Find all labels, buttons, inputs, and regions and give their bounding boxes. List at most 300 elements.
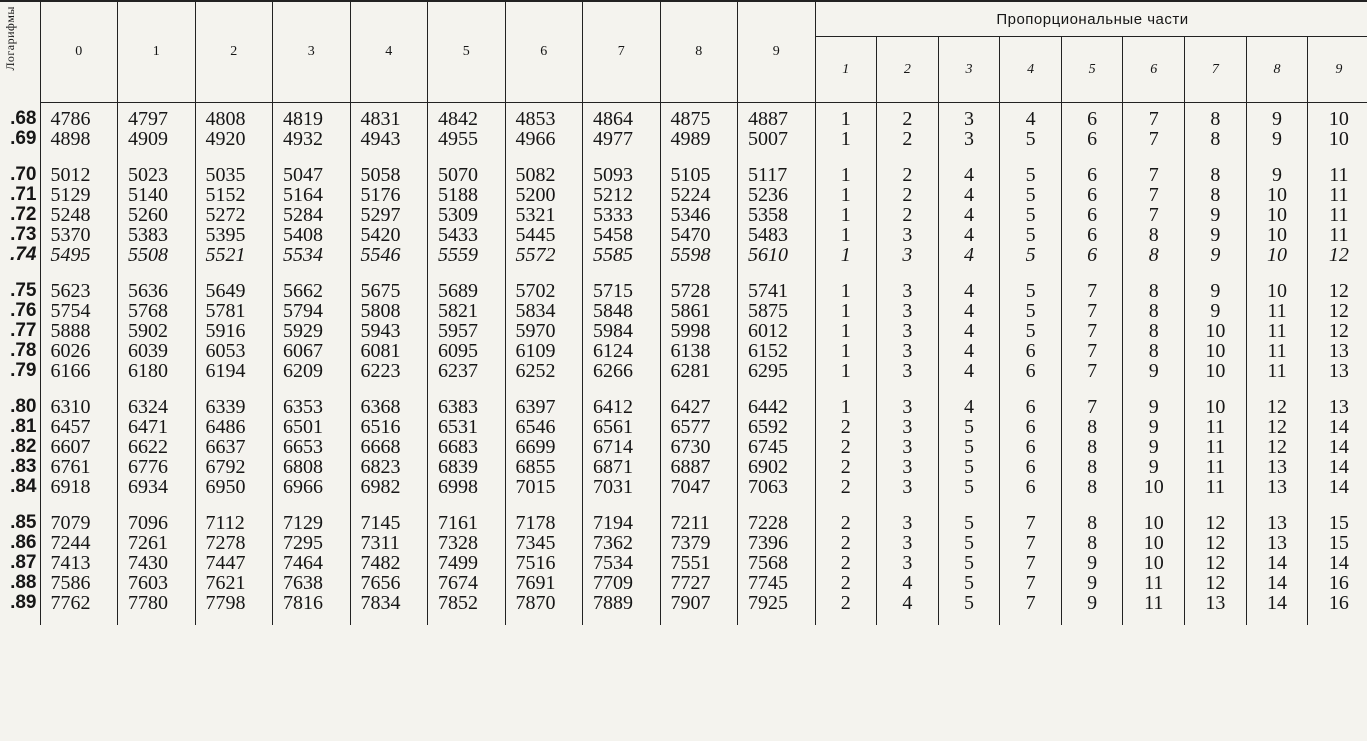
proportional-part-1: 1 (815, 281, 877, 301)
antilog-value-col-3: 5534 (273, 245, 351, 265)
group-spacer (0, 149, 1367, 165)
antilog-value-col-6: 4966 (505, 129, 583, 149)
spacer-cell (738, 149, 816, 165)
proportional-part-5: 6 (1061, 129, 1123, 149)
proportional-part-8: 11 (1246, 361, 1308, 381)
proportional-part-6: 8 (1123, 301, 1185, 321)
proportional-part-2: 3 (877, 437, 939, 457)
proportional-part-2: 3 (877, 553, 939, 573)
antilog-value-col-3: 7129 (273, 513, 351, 533)
spacer-cell (815, 149, 877, 165)
spacer-cell (195, 381, 273, 397)
antilog-value-col-7: 5458 (583, 225, 661, 245)
antilog-value-col-0: 7079 (40, 513, 118, 533)
proportional-part-3: 5 (938, 437, 1000, 457)
proportional-part-6: 9 (1123, 361, 1185, 381)
main-col-header-6: 6 (505, 1, 583, 103)
antilog-value-col-2: 6637 (195, 437, 273, 457)
table-row (0, 301, 1367, 321)
antilog-value-col-0: 5370 (40, 225, 118, 245)
antilog-value-col-2: 4808 (195, 103, 273, 130)
proportional-part-1: 1 (815, 341, 877, 361)
log-mantissa: .78 (10, 340, 37, 361)
spacer-cell (0, 149, 40, 165)
antilog-value-col-3: 4819 (273, 103, 351, 130)
proportional-part-9: 16 (1308, 593, 1367, 613)
proportional-part-8: 10 (1246, 281, 1308, 301)
proportional-part-6: 10 (1123, 477, 1185, 497)
antilog-value-col-0: 5012 (40, 165, 118, 185)
log-mantissa: .71 (10, 184, 37, 205)
table-row (0, 513, 1367, 533)
antilog-value-col-6: 7870 (505, 593, 583, 613)
proportional-part-4: 5 (1000, 321, 1062, 341)
proportional-part-8: 11 (1246, 321, 1308, 341)
spacer-cell (350, 381, 428, 397)
proportional-part-3: 3 (938, 129, 1000, 149)
spacer-cell (938, 381, 1000, 397)
prop-col-header-6: 6 (1123, 37, 1185, 103)
proportional-part-6: 8 (1123, 225, 1185, 245)
proportional-part-5: 6 (1061, 103, 1123, 130)
group-spacer (0, 497, 1367, 513)
antilog-value-col-5: 6383 (428, 397, 506, 417)
proportional-part-9: 14 (1308, 553, 1367, 573)
proportional-part-4: 6 (1000, 397, 1062, 417)
proportional-part-5: 9 (1061, 573, 1123, 593)
proportional-part-9: 14 (1308, 437, 1367, 457)
antilog-value-col-1: 5508 (118, 245, 196, 265)
spacer-cell (1308, 265, 1367, 281)
bottom-cell (505, 613, 583, 625)
spacer-cell (583, 381, 661, 397)
antilog-value-col-4: 7482 (350, 553, 428, 573)
bottom-cell (877, 613, 939, 625)
proportional-part-1: 1 (815, 205, 877, 225)
spacer-cell (877, 381, 939, 397)
proportional-part-1: 1 (815, 245, 877, 265)
spacer-cell (1123, 265, 1185, 281)
antilog-value-col-3: 6067 (273, 341, 351, 361)
spacer-cell (877, 497, 939, 513)
proportional-part-2: 3 (877, 417, 939, 437)
log-mantissa: .82 (10, 436, 37, 457)
log-mantissa: .68 (10, 107, 37, 129)
antilog-value-col-8: 6577 (660, 417, 738, 437)
antilog-value-col-8: 4989 (660, 129, 738, 149)
bottom-cell (1246, 613, 1308, 625)
prop-col-header-9: 9 (1308, 37, 1367, 103)
log-mantissa: .69 (10, 128, 37, 149)
proportional-part-9: 12 (1308, 245, 1367, 265)
main-col-header-7: 7 (583, 1, 661, 103)
antilog-value-col-3: 6966 (273, 477, 351, 497)
proportional-part-7: 11 (1185, 477, 1247, 497)
spacer-cell (1061, 149, 1123, 165)
antilog-value-col-6: 7691 (505, 573, 583, 593)
proportional-part-3: 4 (938, 397, 1000, 417)
antilog-value-col-5: 5188 (428, 185, 506, 205)
proportional-part-6: 8 (1123, 245, 1185, 265)
spacer-cell (815, 265, 877, 281)
antilog-value-col-9: 7745 (738, 573, 816, 593)
spacer-cell (1000, 497, 1062, 513)
proportional-part-3: 4 (938, 165, 1000, 185)
antilog-value-col-2: 5521 (195, 245, 273, 265)
proportional-part-3: 5 (938, 593, 1000, 613)
spacer-cell (505, 265, 583, 281)
proportional-part-8: 11 (1246, 301, 1308, 321)
antilog-value-col-4: 5058 (350, 165, 428, 185)
antilog-value-col-6: 5200 (505, 185, 583, 205)
proportional-part-4: 4 (1000, 103, 1062, 130)
antilog-value-col-3: 7464 (273, 553, 351, 573)
bottom-cell (1000, 613, 1062, 625)
antilog-value-col-1: 4797 (118, 103, 196, 130)
proportional-part-7: 11 (1185, 437, 1247, 457)
spacer-cell (273, 149, 351, 165)
proportional-part-4: 7 (1000, 513, 1062, 533)
antilog-value-col-2: 5649 (195, 281, 273, 301)
proportional-part-3: 4 (938, 245, 1000, 265)
log-mantissa: .86 (10, 532, 37, 553)
antilog-value-col-9: 7925 (738, 593, 816, 613)
proportional-part-9: 11 (1308, 225, 1367, 245)
antilog-value-col-5: 7499 (428, 553, 506, 573)
bottom-cell (195, 613, 273, 625)
antilog-value-col-7: 6714 (583, 437, 661, 457)
antilog-value-col-2: 7621 (195, 573, 273, 593)
antilog-value-col-2: 7112 (195, 513, 273, 533)
antilog-value-col-2: 6053 (195, 341, 273, 361)
proportional-part-5: 7 (1061, 281, 1123, 301)
log-mantissa: .84 (10, 476, 37, 497)
table-row (0, 341, 1367, 361)
antilog-value-col-8: 5728 (660, 281, 738, 301)
antilog-value-col-6: 7516 (505, 553, 583, 573)
proportional-part-1: 2 (815, 593, 877, 613)
antilog-value-col-7: 4977 (583, 129, 661, 149)
proportional-part-5: 8 (1061, 513, 1123, 533)
antilog-value-col-4: 6823 (350, 457, 428, 477)
proportional-part-2: 3 (877, 341, 939, 361)
proportional-part-9: 13 (1308, 361, 1367, 381)
proportional-part-1: 2 (815, 477, 877, 497)
spacer-cell (118, 381, 196, 397)
proportional-part-4: 6 (1000, 437, 1062, 457)
proportional-part-6: 7 (1123, 185, 1185, 205)
proportional-part-4: 6 (1000, 477, 1062, 497)
antilog-value-col-5: 5559 (428, 245, 506, 265)
bottom-cell (350, 613, 428, 625)
antilog-value-col-1: 6934 (118, 477, 196, 497)
proportional-part-9: 13 (1308, 397, 1367, 417)
antilog-value-col-9: 5483 (738, 225, 816, 245)
antilog-value-col-5: 4955 (428, 129, 506, 149)
antilog-value-col-5: 7328 (428, 533, 506, 553)
antilog-value-col-8: 7551 (660, 553, 738, 573)
spacer-cell (505, 381, 583, 397)
spacer-cell (118, 149, 196, 165)
antilog-value-col-8: 6281 (660, 361, 738, 381)
antilog-value-col-9: 7568 (738, 553, 816, 573)
proportional-part-3: 3 (938, 103, 1000, 130)
antilog-value-col-4: 6368 (350, 397, 428, 417)
antilog-value-col-5: 6531 (428, 417, 506, 437)
proportional-part-7: 12 (1185, 513, 1247, 533)
spacer-cell (40, 265, 118, 281)
antilog-value-col-7: 4864 (583, 103, 661, 130)
antilog-value-col-3: 4932 (273, 129, 351, 149)
antilog-value-col-5: 6839 (428, 457, 506, 477)
log-mantissa: .75 (10, 280, 37, 301)
main-col-header-0: 0 (40, 1, 118, 103)
proportional-part-7: 11 (1185, 417, 1247, 437)
proportional-part-9: 16 (1308, 573, 1367, 593)
proportional-part-1: 1 (815, 165, 877, 185)
bottom-cell (938, 613, 1000, 625)
antilog-value-col-5: 5689 (428, 281, 506, 301)
antilog-value-col-1: 6324 (118, 397, 196, 417)
antilog-value-col-2: 4920 (195, 129, 273, 149)
bottom-cell (583, 613, 661, 625)
proportional-part-8: 9 (1246, 129, 1308, 149)
antilog-value-col-9: 5007 (738, 129, 816, 149)
proportional-part-5: 6 (1061, 165, 1123, 185)
antilog-value-col-5: 5957 (428, 321, 506, 341)
bottom-cell (1061, 613, 1123, 625)
proportional-part-1: 2 (815, 553, 877, 573)
proportional-part-2: 3 (877, 321, 939, 341)
spacer-cell (738, 265, 816, 281)
proportional-part-2: 3 (877, 513, 939, 533)
log-mantissa: .81 (10, 416, 37, 437)
antilog-value-col-9: 6745 (738, 437, 816, 457)
log-mantissa: .73 (10, 224, 37, 245)
antilog-value-col-1: 6471 (118, 417, 196, 437)
antilog-value-col-4: 5546 (350, 245, 428, 265)
proportional-part-4: 6 (1000, 361, 1062, 381)
proportional-part-4: 5 (1000, 301, 1062, 321)
log-mantissa: .76 (10, 300, 37, 321)
antilog-value-col-2: 5395 (195, 225, 273, 245)
proportional-parts-title: Пропорциональные части (815, 1, 1367, 37)
bottom-cell (118, 613, 196, 625)
antilog-value-col-8: 5224 (660, 185, 738, 205)
spacer-cell (350, 149, 428, 165)
proportional-part-1: 1 (815, 301, 877, 321)
antilog-value-col-3: 7295 (273, 533, 351, 553)
proportional-part-6: 8 (1123, 321, 1185, 341)
antilog-value-col-8: 6730 (660, 437, 738, 457)
proportional-part-9: 14 (1308, 457, 1367, 477)
group-spacer (0, 265, 1367, 281)
main-col-header-1: 1 (118, 1, 196, 103)
antilog-value-col-7: 5848 (583, 301, 661, 321)
proportional-part-6: 9 (1123, 397, 1185, 417)
antilog-value-col-8: 7211 (660, 513, 738, 533)
antilog-value-col-0: 5129 (40, 185, 118, 205)
proportional-part-4: 7 (1000, 593, 1062, 613)
bottom-cell (40, 613, 118, 625)
antilog-value-col-4: 7145 (350, 513, 428, 533)
table-row (0, 281, 1367, 301)
antilog-value-col-6: 5445 (505, 225, 583, 245)
spacer-cell (738, 381, 816, 397)
antilog-value-col-1: 7780 (118, 593, 196, 613)
proportional-part-3: 4 (938, 361, 1000, 381)
antilog-value-col-0: 6607 (40, 437, 118, 457)
proportional-part-9: 11 (1308, 205, 1367, 225)
antilog-value-col-6: 6546 (505, 417, 583, 437)
prop-col-header-4: 4 (1000, 37, 1062, 103)
antilog-value-col-0: 7413 (40, 553, 118, 573)
prop-col-header-5: 5 (1061, 37, 1123, 103)
proportional-part-5: 9 (1061, 593, 1123, 613)
main-col-header-5: 5 (428, 1, 506, 103)
proportional-part-1: 1 (815, 321, 877, 341)
antilog-value-col-1: 6776 (118, 457, 196, 477)
antilog-value-col-0: 5495 (40, 245, 118, 265)
proportional-part-5: 7 (1061, 321, 1123, 341)
proportional-part-2: 3 (877, 361, 939, 381)
proportional-part-3: 4 (938, 281, 1000, 301)
proportional-part-9: 15 (1308, 533, 1367, 553)
antilog-value-col-4: 4831 (350, 103, 428, 130)
antilog-value-col-0: 6918 (40, 477, 118, 497)
spacer-cell (273, 497, 351, 513)
proportional-part-7: 9 (1185, 281, 1247, 301)
table-header (0, 1, 1367, 103)
proportional-part-2: 3 (877, 457, 939, 477)
spacer-cell (815, 497, 877, 513)
proportional-part-6: 10 (1123, 553, 1185, 573)
spacer-cell (273, 381, 351, 397)
antilog-value-col-2: 6486 (195, 417, 273, 437)
proportional-part-6: 7 (1123, 205, 1185, 225)
antilog-value-col-8: 5861 (660, 301, 738, 321)
antilog-value-col-4: 5943 (350, 321, 428, 341)
proportional-part-9: 11 (1308, 165, 1367, 185)
proportional-part-4: 7 (1000, 573, 1062, 593)
antilog-value-col-5: 7852 (428, 593, 506, 613)
spacer-cell (428, 265, 506, 281)
proportional-part-5: 7 (1061, 301, 1123, 321)
proportional-part-9: 12 (1308, 301, 1367, 321)
proportional-part-4: 5 (1000, 205, 1062, 225)
antilog-value-col-9: 6902 (738, 457, 816, 477)
table-row (0, 361, 1367, 381)
spacer-cell (938, 149, 1000, 165)
antilog-value-col-3: 6209 (273, 361, 351, 381)
proportional-part-1: 2 (815, 533, 877, 553)
proportional-part-5: 7 (1061, 341, 1123, 361)
proportional-part-7: 9 (1185, 225, 1247, 245)
proportional-part-1: 2 (815, 457, 877, 477)
spacer-cell (505, 497, 583, 513)
proportional-part-4: 6 (1000, 417, 1062, 437)
proportional-part-2: 2 (877, 165, 939, 185)
antilog-value-col-9: 7396 (738, 533, 816, 553)
spacer-cell (1185, 149, 1247, 165)
proportional-part-7: 13 (1185, 593, 1247, 613)
proportional-part-8: 12 (1246, 417, 1308, 437)
antilog-value-col-9: 6592 (738, 417, 816, 437)
antilog-value-col-2: 6339 (195, 397, 273, 417)
proportional-part-1: 1 (815, 361, 877, 381)
table-body (0, 103, 1367, 626)
proportional-part-2: 3 (877, 281, 939, 301)
main-col-header-2: 2 (195, 1, 273, 103)
antilog-value-col-9: 6295 (738, 361, 816, 381)
antilog-value-col-5: 6237 (428, 361, 506, 381)
log-mantissa: .89 (10, 592, 37, 613)
proportional-part-8: 14 (1246, 593, 1308, 613)
spacer-cell (40, 381, 118, 397)
proportional-part-6: 9 (1123, 437, 1185, 457)
spacer-cell (195, 149, 273, 165)
spacer-cell (1308, 497, 1367, 513)
antilog-value-col-9: 5610 (738, 245, 816, 265)
antilog-value-col-4: 5808 (350, 301, 428, 321)
proportional-part-2: 4 (877, 593, 939, 613)
antilog-value-col-0: 6026 (40, 341, 118, 361)
spacer-cell (1308, 381, 1367, 397)
spacer-cell (350, 497, 428, 513)
proportional-part-7: 10 (1185, 341, 1247, 361)
spacer-cell (40, 149, 118, 165)
proportional-part-7: 12 (1185, 533, 1247, 553)
proportional-part-8: 12 (1246, 397, 1308, 417)
spacer-cell (195, 265, 273, 281)
group-spacer (0, 381, 1367, 397)
proportional-part-5: 6 (1061, 185, 1123, 205)
proportional-part-8: 10 (1246, 185, 1308, 205)
log-mantissa: .70 (10, 164, 37, 185)
antilog-value-col-5: 6095 (428, 341, 506, 361)
proportional-part-3: 4 (938, 321, 1000, 341)
antilog-value-col-4: 5297 (350, 205, 428, 225)
antilog-value-col-1: 4909 (118, 129, 196, 149)
spacer-cell (660, 265, 738, 281)
proportional-part-6: 8 (1123, 341, 1185, 361)
antilog-value-col-8: 7379 (660, 533, 738, 553)
antilog-value-col-9: 5358 (738, 205, 816, 225)
antilog-value-col-9: 6012 (738, 321, 816, 341)
spacer-cell (660, 149, 738, 165)
proportional-part-6: 9 (1123, 457, 1185, 477)
proportional-part-2: 2 (877, 185, 939, 205)
antilog-value-col-0: 5888 (40, 321, 118, 341)
antilog-value-col-1: 5768 (118, 301, 196, 321)
proportional-part-8: 11 (1246, 341, 1308, 361)
proportional-part-8: 10 (1246, 245, 1308, 265)
proportional-part-9: 13 (1308, 341, 1367, 361)
antilog-value-col-3: 7816 (273, 593, 351, 613)
main-col-header-3: 3 (273, 1, 351, 103)
antilog-value-col-7: 6871 (583, 457, 661, 477)
log-mantissa: .87 (10, 552, 37, 573)
antilog-value-col-2: 6792 (195, 457, 273, 477)
table-row (0, 437, 1367, 457)
spacer-cell (1123, 381, 1185, 397)
prop-col-header-2: 2 (877, 37, 939, 103)
antilog-value-col-4: 6982 (350, 477, 428, 497)
table-row (0, 225, 1367, 245)
antilog-value-col-0: 7586 (40, 573, 118, 593)
spacer-cell (118, 497, 196, 513)
proportional-part-6: 9 (1123, 417, 1185, 437)
